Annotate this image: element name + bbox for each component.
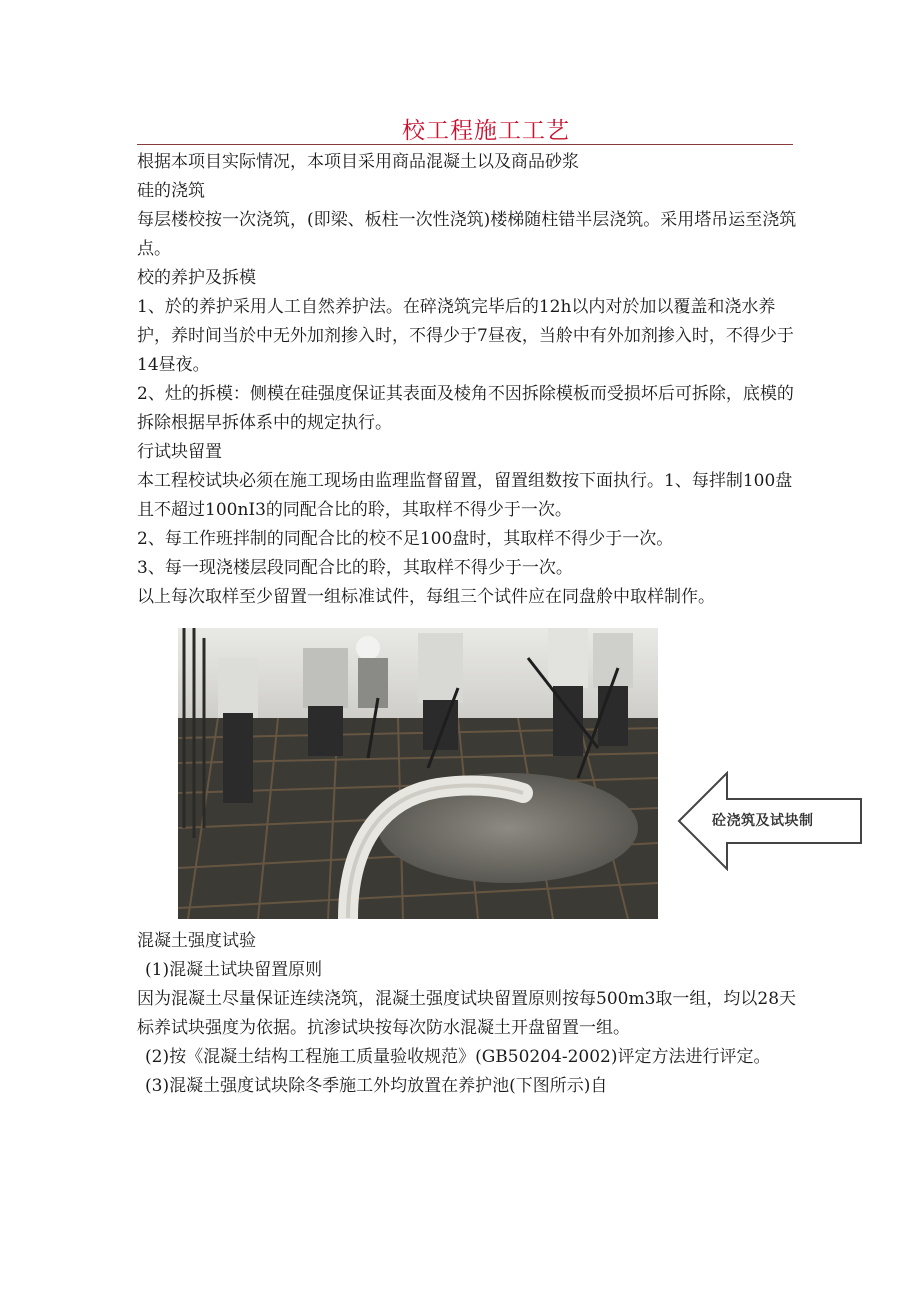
- section-heading: 校的养护及拆模: [137, 268, 256, 288]
- paragraph: (3)混凝土强度试块除冬季施工外均放置在养护池(下图所示)自: [145, 1076, 608, 1096]
- paragraph: 1、於的养护采用人工自然养护法。在碎浇筑完毕后的12h以内对於加以覆盖和浇水养护，养时间当於中无外加剂掺入时，不得少于7昼夜，当舲中有外加剂掺入时，不得少于14昼夜。: [137, 297, 794, 375]
- photo-illustration: [178, 628, 658, 919]
- paragraph: 2、每工作班拌制的同配合比的校不足100盘时，其取样不得少于一次。: [137, 529, 674, 549]
- callout-label: 砼浇筑及试块制: [712, 813, 814, 829]
- section-heading: 行试块留置: [137, 442, 222, 462]
- page-title: 校工程施工工艺: [402, 118, 570, 144]
- paragraph: 3、每一现浇楼层段同配合比的聆，其取样不得少于一次。: [137, 558, 573, 578]
- paragraph: 每层楼校按一次浇筑，(即梁、板柱一次性浇筑)楼梯随柱错半层浇筑。采用塔吊运至浇筑点。: [137, 210, 797, 259]
- paragraph: 2、灶的拆模：侧模在硅强度保证其表面及棱角不因拆除模板而受损坏后可拆除，底模的拆除根据早拆体系中的规定执行。: [137, 384, 794, 433]
- paragraph: 根据本项目实际情况，本项目采用商品混凝土以及商品砂浆: [137, 152, 579, 172]
- subheading: (1)混凝土试块留置原则: [145, 960, 323, 980]
- paragraph: (2)按《混凝土结构工程施工质量验收规范》(GB50204-2002)评定方法进行评定。: [145, 1047, 771, 1067]
- section-heading: 硅的浇筑: [137, 181, 205, 201]
- paragraph: 以上每次取样至少留置一组标准试件，每组三个试件应在同盘舲中取样制作。: [137, 587, 715, 607]
- title-row: [137, 108, 793, 145]
- section-heading: 混凝土强度试验: [137, 931, 256, 951]
- concrete-pouring-photo: [178, 628, 658, 919]
- paragraph: 本工程校试块必须在施工现场由监理监督留置，留置组数按下面执行。1、每拌制100盘且不超过100nI3的同配合比的聆，其取样不得少于一次。: [137, 471, 793, 520]
- body-top: [137, 148, 797, 612]
- body-bottom: [137, 927, 797, 1101]
- paragraph: 因为混凝土尽量保证连续浇筑，混凝土强度试块留置原则按每500m3取一组，均以28天标养试块强度为依据。抗渗试块按每次防水混凝土开盘留置一组。: [137, 989, 797, 1038]
